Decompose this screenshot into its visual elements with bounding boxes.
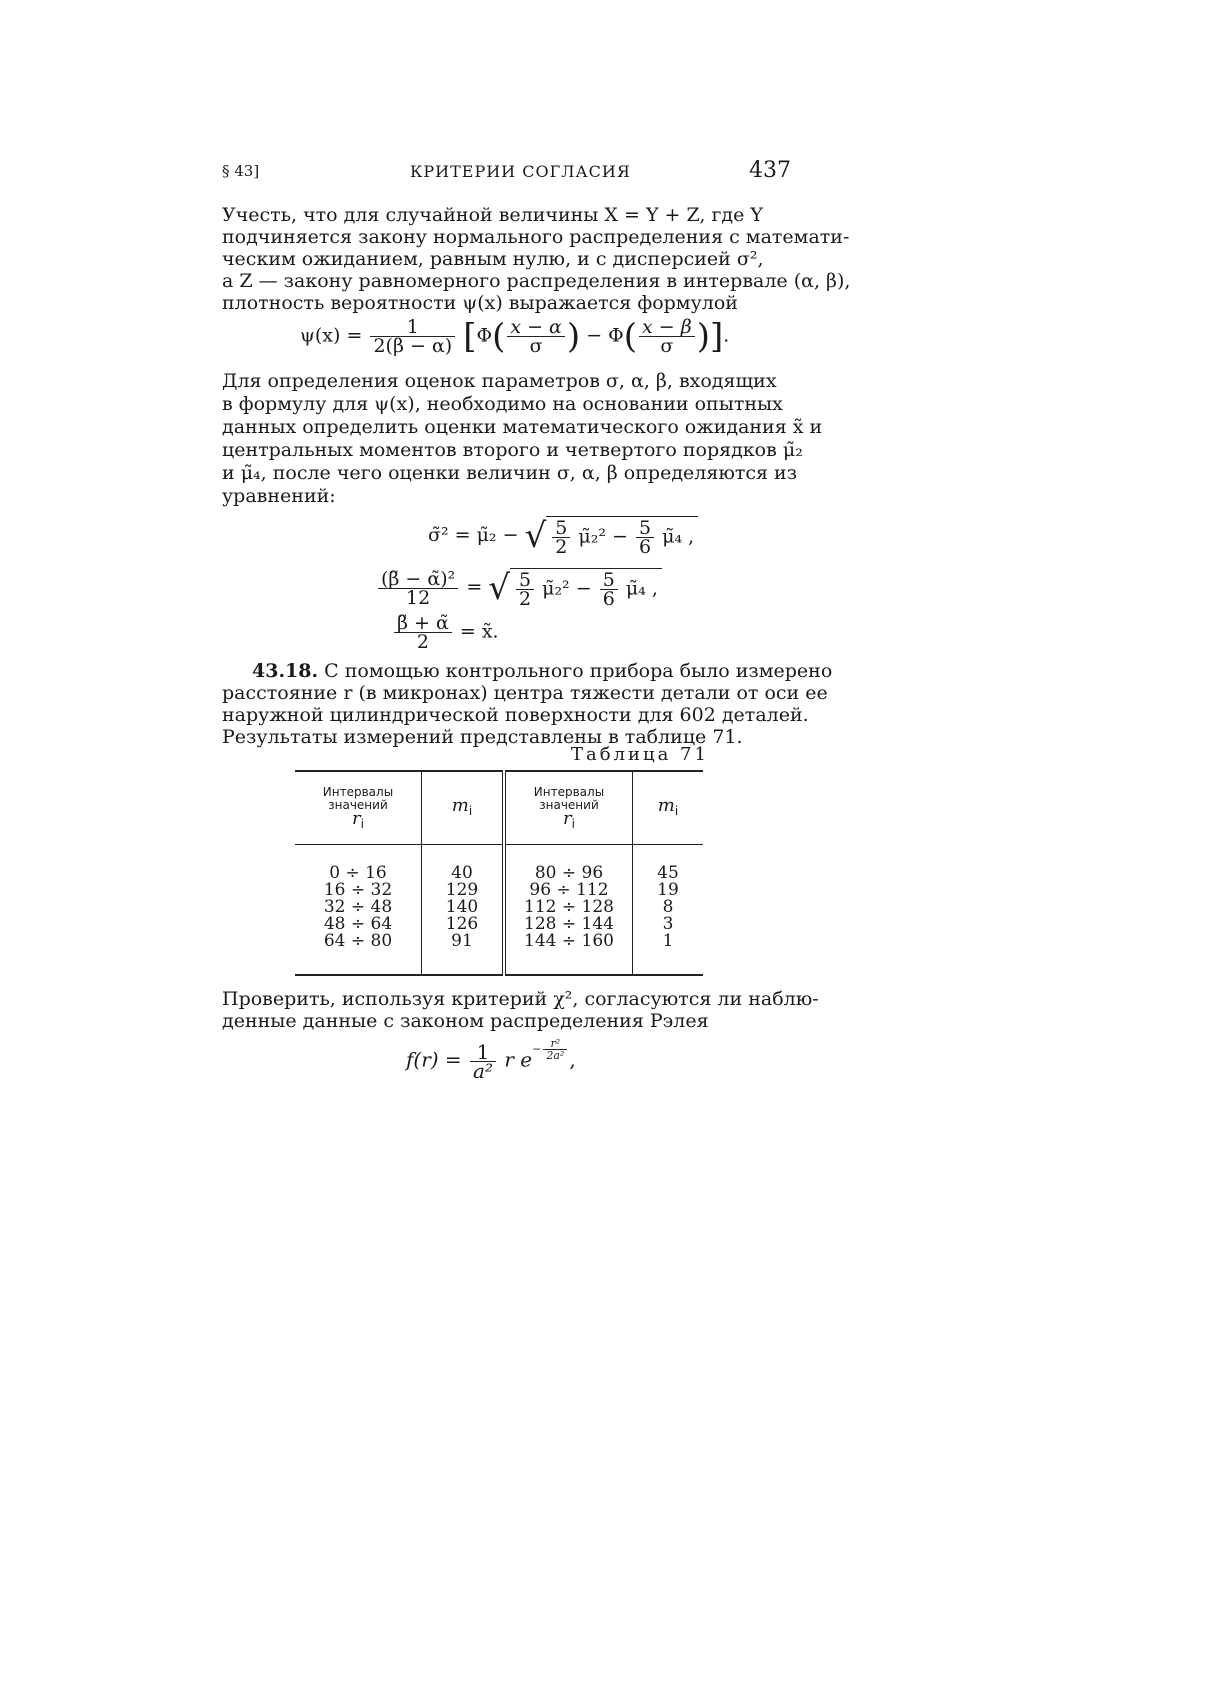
numerator: 5 (552, 519, 570, 538)
numerator: x − β (639, 318, 695, 337)
section-marker: § 43] (222, 162, 260, 180)
formula-lhs: ψ(x) = (300, 324, 363, 347)
running-title: КРИТЕРИИ СОГЛАСИЯ (410, 162, 631, 181)
equals-sign: = (466, 576, 483, 598)
table-caption: Таблица 71 (571, 744, 709, 765)
sqrt-expression: √ $\frac{5}{2}$ μ̃₂² − $\frac{5}{6}$ μ̃₄ , (525, 516, 699, 556)
table-cell: 96 ÷ 112 (529, 880, 609, 900)
equation-mean (392, 614, 499, 651)
table-cell: 80 ÷ 96 (534, 863, 604, 883)
problem-text: С помощью контрольного прибора было измерено (324, 660, 833, 682)
numerator: 1 (470, 1043, 496, 1062)
interval-column (295, 845, 422, 976)
denominator: 6 (638, 536, 652, 558)
rayleigh-formula (406, 1037, 576, 1083)
coefficient-fraction (370, 318, 455, 355)
text-line: Учесть, что для случайной величины X = Y + Z, где Y (222, 204, 763, 226)
text-line: в формулу для ψ(x), необходимо на основании опытных (222, 393, 783, 415)
equation-lhs: σ̃² = μ̃₂ − (428, 524, 519, 546)
formula-lhs: f(r) = (406, 1047, 462, 1072)
table-cell: 144 ÷ 160 (524, 931, 614, 951)
text-line: а Z — закону равномерного распределения в интервале (α, β), (222, 270, 851, 292)
closing-paragraph (222, 988, 819, 1032)
table-cell: 48 ÷ 64 (323, 914, 393, 934)
column-header-interval: Интервалы значений ri (295, 771, 422, 845)
sqrt-expression: √ $\frac{5}{2}$ μ̃₂² − $\frac{5}{6}$ μ̃₄ , (488, 568, 662, 608)
text-line: и μ̃₄, после чего оценки величин σ, α, β определяются из (222, 462, 798, 484)
count-column (633, 845, 704, 976)
column-header-interval: Интервалы значений ri (504, 771, 633, 845)
formula-end: , (569, 1047, 576, 1072)
text-line: подчиняется закону нормального распределения с математи- (222, 226, 850, 248)
term: μ̃₂² − (542, 577, 592, 600)
denominator: 2 (555, 536, 568, 558)
table-header-row (295, 771, 703, 845)
numerator: 1 (370, 318, 455, 337)
denominator: 2 (518, 588, 532, 610)
term: μ̃₄ , (625, 577, 658, 600)
problem-number: 43.18. (252, 660, 319, 682)
table-cell: 128 ÷ 144 (524, 914, 614, 934)
denominator: a² (473, 1058, 493, 1083)
text-line: наружной цилиндрической поверхности для 602 деталей. (222, 704, 809, 726)
page-number: 437 (749, 158, 791, 183)
column-header-count: mi (422, 771, 505, 845)
denominator: 2 (416, 631, 429, 653)
denominator: 2(β − α) (373, 335, 453, 357)
table-cell: 19 (657, 880, 679, 900)
numerator: β̃ + α̃ (394, 614, 452, 633)
table-row (295, 845, 703, 976)
phi-argument-1 (507, 318, 565, 355)
column-header-count: mi (633, 771, 704, 845)
phi-symbol: Φ (476, 324, 493, 347)
text-line: данных определить оценки математического ожидания x̃ и (222, 416, 823, 438)
numerator: 5 (636, 519, 654, 538)
text-line: денные данные с законом распределения Рэлея (222, 1010, 709, 1032)
table-cell: 8 (662, 897, 674, 917)
table-cell: 126 (445, 914, 479, 934)
numerator: x − α (507, 318, 565, 337)
table-cell: 45 (657, 863, 679, 883)
numerator: 5 (600, 571, 618, 590)
exponential-base: r e (504, 1047, 533, 1072)
intro-paragraph (222, 204, 851, 314)
table-cell: 0 ÷ 16 (329, 863, 387, 883)
equation-sigma (428, 516, 698, 556)
interval-column (504, 845, 633, 976)
numerator: (β̃ − α̃)² (378, 570, 458, 589)
denominator: 12 (406, 586, 431, 609)
exponent: − $\frac{\text{r²}}{\text{2a²}}$ (532, 1038, 569, 1061)
text-line: расстояние r (в микронах) центра тяжести детали от оси ее (222, 682, 828, 704)
text-line: плотность вероятности ψ(x) выражается формулой (222, 292, 738, 314)
text-line: центральных моментов второго и четвертого порядков μ̃₂ (222, 439, 803, 461)
table-cell: 3 (662, 914, 674, 934)
problem-paragraph (222, 660, 833, 748)
formula-end: . (723, 324, 730, 347)
table-cell: 1 (662, 931, 674, 951)
table-cell: 40 (451, 863, 473, 883)
count-column (422, 845, 505, 976)
table-cell: 64 ÷ 80 (323, 931, 393, 951)
equation-rhs: = x̃. (459, 620, 499, 643)
text-line: Результаты измерений представлены в таблице 71. (222, 726, 743, 748)
table-cell: 91 (451, 931, 473, 951)
psi-formula: ψ(x) = $\frac{1}{2(\beta - \alpha)}$ [Φ( $\frac{x - \alpha}{\sigma}$ ) − Φ( $\frac{x - \beta}{\sigma}$ )]. (300, 316, 730, 357)
text-line: уравнений: (222, 485, 336, 507)
denominator: σ (660, 335, 674, 357)
table-cell: 32 ÷ 48 (323, 897, 393, 917)
equation-range (376, 568, 662, 608)
term: μ̃₄ , (662, 525, 695, 548)
numerator: 5 (516, 571, 534, 590)
text-line: Проверить, используя критерий χ², согласуются ли наблю- (222, 988, 819, 1010)
data-table (295, 770, 703, 976)
table-cell: 140 (445, 897, 479, 917)
minus-sign: − (586, 324, 603, 347)
table-cell: 112 ÷ 128 (524, 897, 614, 917)
text-line: ческим ожиданием, равным нулю, и с дисперсией σ², (222, 248, 764, 270)
denominator: 6 (602, 588, 615, 610)
text-line: Для определения оценок параметров σ, α, β, входящих (222, 370, 777, 392)
moments-paragraph (222, 370, 823, 508)
text-line (222, 660, 833, 682)
denominator: σ (529, 335, 543, 357)
phi-argument-2 (639, 318, 695, 355)
phi-symbol: Φ (608, 324, 624, 347)
table-cell: 129 (445, 880, 479, 900)
term: μ̃₂² − (578, 525, 628, 548)
table-cell: 16 ÷ 32 (323, 880, 393, 900)
